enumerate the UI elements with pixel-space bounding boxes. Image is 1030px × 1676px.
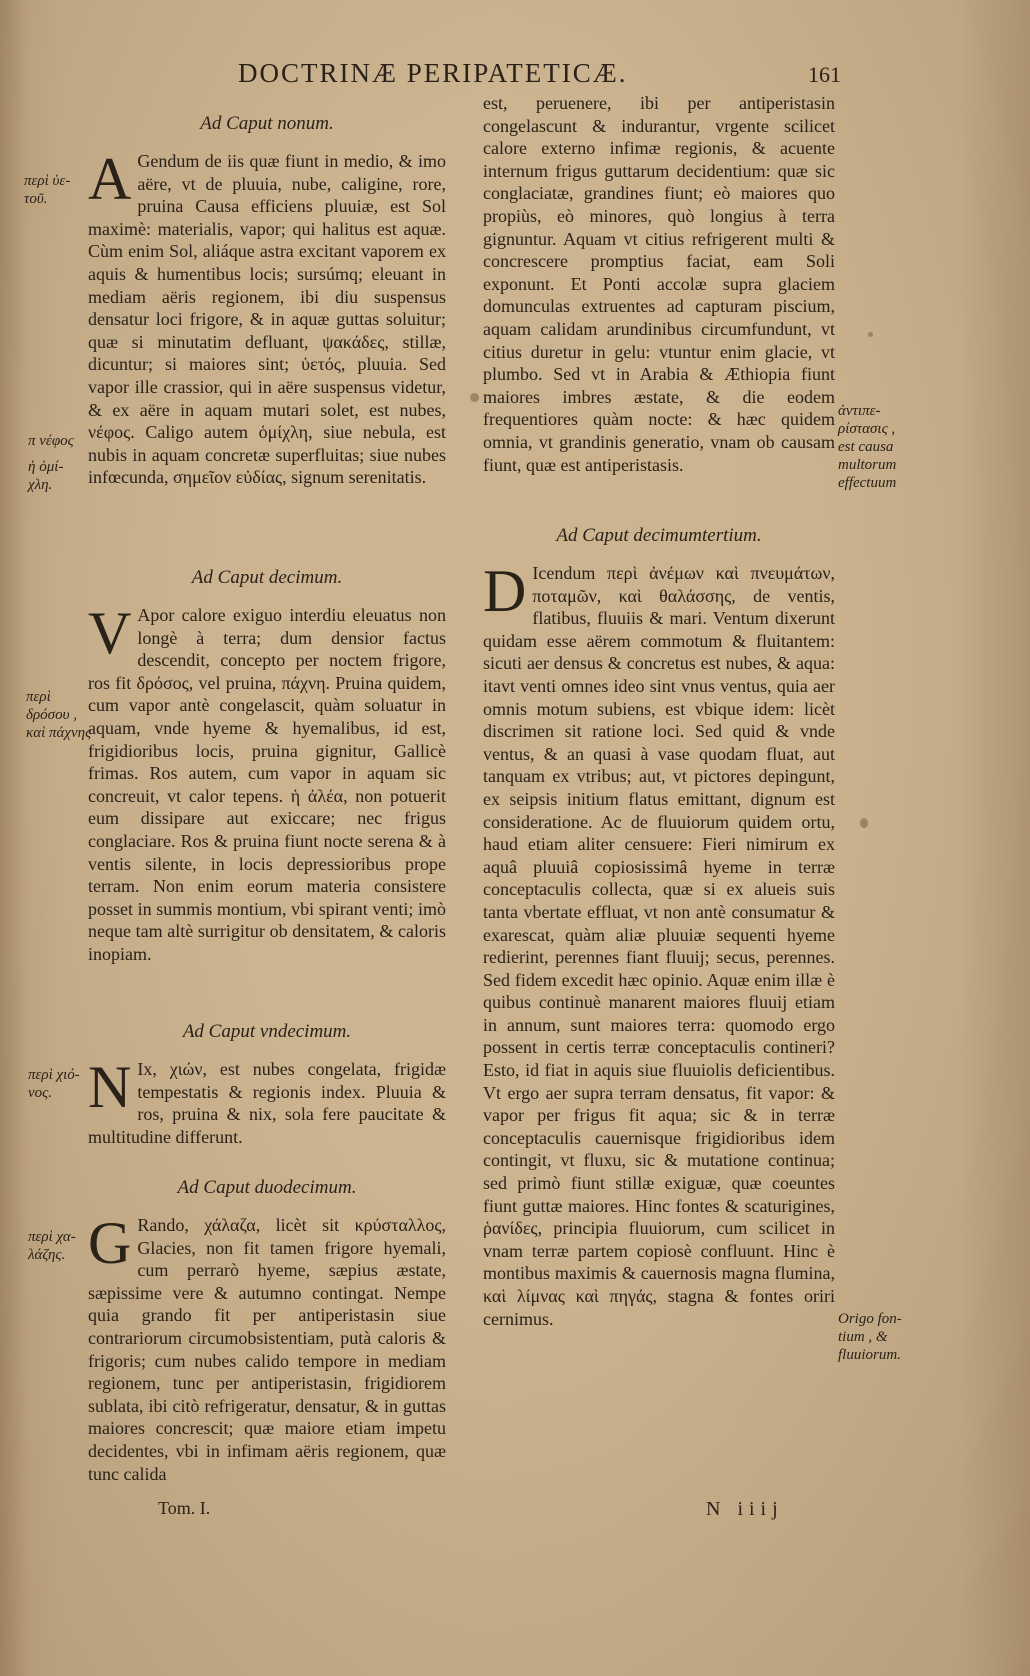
- drop-cap: N: [88, 1054, 132, 1120]
- margin-note: ἀντιπε- ρίστασις , est causa multorum effectuum: [838, 403, 897, 491]
- ink-spot: [868, 332, 873, 337]
- continuation-text: est, peruenere, ibi per antiperistasin congelascunt & indurantur, vrgente scilicet calore externo infimæ regionis, & acuente internum frigus guttarum decidentium: quæ sic conglaciatæ, grandines fiunt; eò maiores quo propiùs, eò minores, quò longius à terra gignuntur. Aquam vt citius refrigerent multi & concrescere promptius faciat, eam Soli exponunt. Et Ponti accolæ supra glaciem domunculas extruentes ad capturam piscium, aquam calidam arundinibus circumfundunt, vt citius duretur in gelu: vtuntur enim glacie, vt plumbo. Sed vt in Arabia & Æthiopia fiunt maiores imbres æstate, & die eodem frequentiores quàm nocte: & hæc quidem omnia, vt grandinis generatio, vnam ob causam fiunt, quæ est antiperistasis.: [483, 93, 835, 475]
- margin-note: π νέφος: [28, 433, 74, 449]
- section-body: [88, 146, 446, 489]
- section-text: Ix, χιών, est nubes congelata, frigidæ tempestatis & regionis index. Pluuia & ros, pruina & nix, sola fere paucitate & multitudine differunt.: [88, 1059, 446, 1147]
- drop-cap: G: [88, 1210, 132, 1276]
- margin-note: Origo fon- tium , & fluuiorum.: [838, 1311, 902, 1363]
- section-body: [483, 558, 835, 1330]
- margin-note: περὶ δρόσου , καὶ πάχνης: [26, 689, 92, 741]
- margin-note: περὶ ὑε- τοῦ.: [24, 173, 71, 207]
- section-text: Rando, χάλαζα, licèt sit κρύσταλλος, Glacies, non fit tamen frigore hyemali, cum perrarò hyeme, sæpius æstate, sæpissime vere & autumno contingat. Nempe quia grando fit per antiperistasin siue contrariorum circumobsistentiam, putà caloris & frigoris; cum nubes calido tempore in mediam regionem, tunc per antiperistasin, frigidiorem sublata, ibi citò refrigeratur, densatur, & in guttas maiores concrescit; quæ maiore etiam impetu decidentes, vbi in infimam aëris regionem, quæ tunc calida: [88, 1215, 446, 1484]
- section-text: Apor calore exiguo interdiu eleuatus non longè à terra; dum densior factus descendit, concepto per noctem frigore, ros fit δρόσος, vel pruina, πάχνη. Pruina quidem, cum vapor antè congelascit, quàm soluatur in aquam, vnde hyeme & hyemalibus, id est, frigidioribus locis, pruina gignitur, Gallicè frimas. Ros autem, cum vapor in aquam sic concreuit, vt calor tepens. ἡ ἀλέα, non potuerit eum dissipare aut exiccare; nec frigus conglaciare. Ros & pruina fiunt nocte serena & à ventis silente, in locis depressioribus prope terram. Non enim eorum materia consistere posset in summis montium, vbi spirant venti; imò neque tam altè surrigitur ob densitatem, & caloris inopiam.: [88, 605, 446, 964]
- margin-note: περὶ χα- λάζης.: [28, 1229, 76, 1263]
- section-body: [88, 1054, 446, 1148]
- section-heading: Ad Caput nonum.: [200, 113, 334, 134]
- running-head: DOCTRINÆ PERIPATETICÆ.: [238, 58, 628, 88]
- volume-line: Tom. I.: [158, 1498, 211, 1518]
- section-continuation: [483, 92, 835, 476]
- section-caput-nonum: [88, 112, 446, 489]
- margin-note: περὶ χιό- νος.: [28, 1067, 80, 1101]
- ink-spot: [470, 393, 479, 402]
- section-text: Icendum περὶ ἀνέμων καὶ πνευμάτων, ποταμῶν, καὶ θαλάσσης, de ventis, flatibus, fluuiis & mari. Ventum dixerunt quidam esse aërem commotum & fluitantem: sicuti aer densus & concretus est nubes, & aqua: itavt venti omnes ideo sint vnus ventus, quia aer omnis motum subiens, est vbique idem: licèt discrimen sit ratione loci. Sed quid & vnde ventus, & an quasi à vase quodam fluat, aut tanquam ex vtribus; aut, vt pictores depingunt, ex seipsis initium flatus emittant, dignum est consideratione. Ac de fluuiorum quidem ortu, haud etiam aliter censuere: Fieri nimirum ex aquâ pluuiâ copiosissimâ hyeme in terræ conceptaculis collecta, quæ si ex alueis suis tanta vbertate effluat, vt non antè consumatur & exarescat, quàm aliæ pluuiæ sequenti hyeme redierint, perennes fiant fluuij; secus, perennes. Sed fidem excedit hæc opinio. Aquæ enim illæ è quibus continuè manarent maiores fluuij etiam in annum, sunt maiores terra: quomodo ergo possent in certis terræ conceptaculis contineri? Esto, id fiat in aquis siue fluuiolis deficientibus. Vt ergo aer supra terram densatus, fit vapor: & vapor per frigus fit aqua; sic & in terræ conceptaculis cauernisque frigidioribus idem contingit, vt fluxu, sic & mutatione continua; sed primò fiunt stillæ exiguæ, quæ coeuntes fiunt guttæ maiores. Hinc fontes & scaturigines, ῥανίδες, principia fluuiorum, cum scilicet in vnam terræ partem copiosè confluunt. Hinc è montibus maximis & cauernosis magna flumina, καὶ λίμνας καὶ πηγάς, stagna & fontes oriri cernimus.: [483, 563, 835, 1329]
- section-caput-decimum: [88, 566, 446, 966]
- section-body: [88, 600, 446, 966]
- section-caput-decimumtertium: [483, 524, 835, 1330]
- section-heading: Ad Caput decimum.: [191, 567, 343, 588]
- signature-mark: N iiij: [706, 1498, 784, 1520]
- section-caput-vndecimum: [88, 1020, 446, 1148]
- section-caput-duodecimum: [88, 1176, 446, 1485]
- drop-cap: A: [88, 146, 132, 212]
- section-heading: Ad Caput vndecimum.: [182, 1021, 352, 1042]
- margin-note: ἡ ὁμί- χλη.: [28, 459, 64, 493]
- section-heading: Ad Caput decimumtertium.: [556, 525, 762, 546]
- page-number: 161: [808, 62, 841, 87]
- section-body: [88, 1210, 446, 1485]
- ink-spot: [860, 818, 868, 828]
- section-heading: Ad Caput duodecimum.: [177, 1177, 357, 1198]
- drop-cap: V: [88, 600, 132, 666]
- section-text: Gendum de iis quæ fiunt in medio, & imo aëre, vt de pluuia, nube, caligine, rore, pruina Causa efficiens pluuiæ, est Sol maximè: materialis, vapor; qui halitus est aquæ. Cùm enim Sol, aliáque astra excitant vaporem ex aquis & humentibus locis; sursúmq; eleuant in mediam aëris regionem, ibi diu suspensus densatur loci frigore, & in aquæ guttas soluitur; quæ si minutatim defluant, ψακάδες, stillæ, dicuntur; si maiores sint; ὑετός, pluuia. Sed vapor ille crassior, qui in aëre suspensus videtur, & ex aëre in aquam mutari solet, est nubes, νέφος. Caligo autem ὁμίχλη, siue nebula, est nubis in aquam concretæ superfluitas; siue nubes infœcunda, σημεῖον εὐδίας, signum serenitatis.: [88, 151, 446, 488]
- drop-cap: D: [483, 558, 527, 624]
